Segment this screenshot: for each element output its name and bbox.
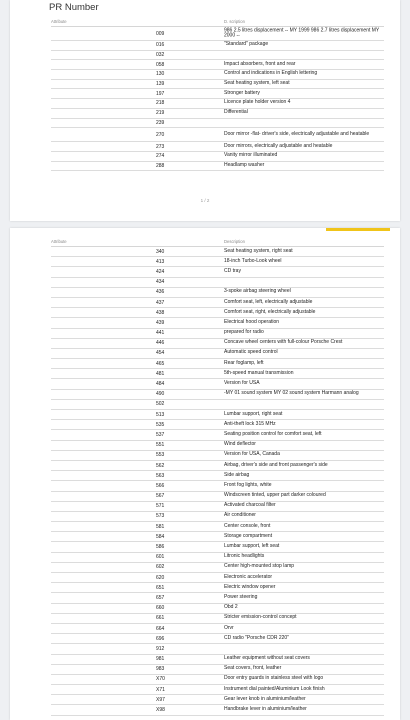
table-row <box>51 634 384 644</box>
pr-description: 18-inch Turbo-Look wheel <box>224 257 282 264</box>
pr-description: Seat heating system, right seat <box>224 247 293 254</box>
table-row <box>51 512 384 522</box>
pr-code: 912 <box>156 645 165 652</box>
pr-description: Differential <box>224 109 248 116</box>
pr-code: X70 <box>156 676 165 683</box>
table-row <box>51 655 384 665</box>
table-header <box>51 17 384 27</box>
pr-code: 981 <box>156 656 165 663</box>
pr-code: 340 <box>156 248 165 255</box>
pr-code: 239 <box>156 119 165 126</box>
table-row <box>51 563 384 573</box>
table-row <box>51 89 384 99</box>
document-page-1 <box>10 0 400 221</box>
pr-code: 446 <box>156 340 165 347</box>
pr-description: Electrical hood operation <box>224 319 280 326</box>
pr-code: 696 <box>156 635 165 642</box>
pr-description: 986 2.5 litres displacement -- MY 1999 986 2.7 litres displacement MY 2000 -- <box>224 26 380 39</box>
page-title: PR Number <box>49 2 99 13</box>
table-row <box>51 288 384 298</box>
description-column-header: D. scription <box>224 19 245 24</box>
table-row <box>51 142 384 152</box>
pr-description: Litronic headlights <box>224 553 265 560</box>
table-row <box>51 247 384 257</box>
pr-description: "Standard" package <box>224 41 269 48</box>
pr-description: Handbrake lever in aluminium/leather <box>224 706 307 713</box>
pr-code: 441 <box>156 330 165 337</box>
pr-code: 454 <box>156 350 165 357</box>
pr-description: Gear lever knob in aluminium/leather <box>224 696 306 703</box>
pr-description: Seat covers, front, leather <box>224 665 282 672</box>
table-row <box>51 298 384 308</box>
pr-description: Wind deflector <box>224 441 256 448</box>
table-row <box>51 390 384 400</box>
pr-description: Vanity mirror illuminated <box>224 152 278 159</box>
pr-description: Comfort seat, right, electrically adjustable <box>224 308 316 315</box>
pr-description: Air conditioner <box>224 512 256 519</box>
pr-description: Windscreen tinted, upper part darker coloured <box>224 492 326 499</box>
pr-description: Stronger battery <box>224 89 260 96</box>
accent-bar <box>326 228 390 231</box>
pr-code: 437 <box>156 299 165 306</box>
pr-description: Control and indications in English lettering <box>224 70 318 77</box>
table-row <box>51 430 384 440</box>
table-row <box>51 369 384 379</box>
pr-code: 058 <box>156 61 165 68</box>
pr-description: Concave wheel centers with full-colour Porsche Crest <box>224 339 343 346</box>
pr-code: 535 <box>156 421 165 428</box>
pr-code: 270 <box>156 131 165 138</box>
pr-description: Comfort seat, left, electrically adjustable <box>224 298 313 305</box>
table-row <box>51 119 384 129</box>
pr-description: Impact absorbers, front and rear <box>224 60 296 67</box>
pr-code: 197 <box>156 90 165 97</box>
table-row <box>51 461 384 471</box>
table-row <box>51 128 384 142</box>
pr-code: 130 <box>156 71 165 78</box>
pr-code: 601 <box>156 554 165 561</box>
pr-code: X97 <box>156 696 165 703</box>
description-column-header: Description <box>224 239 245 244</box>
table-row <box>51 339 384 349</box>
table-row <box>51 644 384 654</box>
table-row <box>51 80 384 90</box>
table-row <box>51 162 384 172</box>
pr-code: 218 <box>156 100 165 107</box>
pr-code: 032 <box>156 52 165 59</box>
table-row <box>51 604 384 614</box>
pr-description: Orvr <box>224 624 234 631</box>
pr-code: 571 <box>156 503 165 510</box>
pr-description: Center high-mounted stop lamp <box>224 563 295 570</box>
pr-code: 219 <box>156 110 165 117</box>
table-row <box>51 471 384 481</box>
pr-code: 664 <box>156 625 165 632</box>
pr-description: Stricter emission-control concept <box>224 614 297 621</box>
pr-description: Licence plate holder version 4 <box>224 99 291 106</box>
table-row <box>51 532 384 542</box>
pr-code: 484 <box>156 381 165 388</box>
table-row <box>51 152 384 162</box>
pr-code: 566 <box>156 482 165 489</box>
pr-code: 009 <box>156 30 165 37</box>
table-row <box>51 665 384 675</box>
table-row <box>51 410 384 420</box>
table-row <box>51 553 384 563</box>
pr-description: Lumbar support, right seat <box>224 410 283 417</box>
table-row <box>51 685 384 695</box>
table-row <box>51 308 384 318</box>
pr-description: Version for USA, Canada <box>224 451 280 458</box>
pr-code: 434 <box>156 279 165 286</box>
table-row <box>51 542 384 552</box>
pr-description: Center console, front <box>224 522 271 529</box>
pr-description: Seating position control for comfort seat, left <box>224 431 322 438</box>
pr-description: 3-spoke airbag steering wheel <box>224 288 291 295</box>
pr-description: Door entry guards in stainless steel with logo <box>224 675 324 682</box>
pr-description: Electronic accelerator <box>224 573 273 580</box>
table-row <box>51 420 384 430</box>
pr-code: 436 <box>156 289 165 296</box>
pr-code: 567 <box>156 493 165 500</box>
pr-description: Automatic speed control <box>224 349 278 356</box>
pr-description: Leather equipment without seat covers <box>224 655 310 662</box>
pr-code: 465 <box>156 360 165 367</box>
pr-code: 537 <box>156 431 165 438</box>
table-row <box>51 492 384 502</box>
table-row <box>51 257 384 267</box>
table-row <box>51 441 384 451</box>
table-row <box>51 502 384 512</box>
pr-code: 424 <box>156 268 165 275</box>
document-page-2 <box>10 228 400 720</box>
table-row <box>51 400 384 410</box>
table-row <box>51 267 384 277</box>
table-row <box>51 51 384 61</box>
page-number: 1 / 2 <box>200 198 210 203</box>
pr-code: 481 <box>156 370 165 377</box>
table-row <box>51 41 384 51</box>
table-row <box>51 573 384 583</box>
pr-code: 439 <box>156 319 165 326</box>
pr-code: 602 <box>156 564 165 571</box>
table-row <box>51 349 384 359</box>
pr-code: 563 <box>156 472 165 479</box>
pr-description: Airbag, driver's side and front passenger's side <box>224 461 328 468</box>
pr-description: prepared for radio <box>224 329 264 336</box>
pr-description: CD radio "Porsche CDR 220" <box>224 634 289 641</box>
attribute-column-header: Attribute <box>51 19 67 24</box>
pr-code: 139 <box>156 81 165 88</box>
table-row <box>51 481 384 491</box>
pr-description: Version for USA <box>224 380 260 387</box>
pr-code: 573 <box>156 513 165 520</box>
pr-code: 660 <box>156 605 165 612</box>
pr-description: Headlamp washer <box>224 162 265 169</box>
pr-code: 657 <box>156 594 165 601</box>
table-row <box>51 675 384 685</box>
pr-code: 661 <box>156 615 165 622</box>
table-row <box>51 695 384 705</box>
pr-code: 288 <box>156 162 165 169</box>
pr-description: Electric window opener <box>224 583 276 590</box>
pr-code: 553 <box>156 452 165 459</box>
pr-description: Side airbag <box>224 471 250 478</box>
pr-description: CD tray <box>224 268 241 275</box>
pr-code: 490 <box>156 391 165 398</box>
table-row <box>51 593 384 603</box>
pr-description: Lumbar support, left seat <box>224 543 280 550</box>
table-row <box>51 359 384 369</box>
table-row <box>51 451 384 461</box>
table-row <box>51 614 384 624</box>
pr-code: X98 <box>156 707 165 714</box>
pr-table-page-1 <box>51 27 384 171</box>
pr-description: Storage compartment <box>224 533 273 540</box>
pr-code: 513 <box>156 411 165 418</box>
pr-description: Front fog lights, white <box>224 482 272 489</box>
table-header <box>51 237 384 247</box>
pr-description: Activated charcoal filter <box>224 502 276 509</box>
pr-code: 273 <box>156 143 165 150</box>
pr-description: Door mirrors, electrically adjustable and heatable <box>224 142 333 149</box>
pr-table-page-2 <box>51 247 384 716</box>
pr-description: Anti-theft lock 315 MHz <box>224 420 276 427</box>
pr-code: 551 <box>156 442 165 449</box>
pr-code: 983 <box>156 666 165 673</box>
table-row <box>51 624 384 634</box>
table-row <box>51 583 384 593</box>
pr-code: 562 <box>156 462 165 469</box>
pr-code: 274 <box>156 153 165 160</box>
pr-code: 584 <box>156 533 165 540</box>
pr-code: 016 <box>156 42 165 49</box>
pr-description: Instrument dial painted/Aluminium Look finish <box>224 685 325 692</box>
pr-description: Obd 2 <box>224 604 238 611</box>
table-row <box>51 70 384 80</box>
pr-code: X71 <box>156 686 165 693</box>
table-row <box>51 318 384 328</box>
pr-description: -MY 01 sound system MY 02 sound system Harmann analog <box>224 390 359 397</box>
table-row <box>51 522 384 532</box>
table-row <box>51 99 384 109</box>
pr-code: 502 <box>156 401 165 408</box>
pr-code: 438 <box>156 309 165 316</box>
table-row <box>51 60 384 70</box>
table-row <box>51 109 384 119</box>
pr-description: Door mirror -flat- driver's side, electrically adjustable and heatable <box>224 130 370 137</box>
pr-code: 620 <box>156 574 165 581</box>
pr-description: 5th-speed manual transmission <box>224 370 294 377</box>
table-row <box>51 379 384 389</box>
pr-description: Power steering <box>224 594 258 601</box>
table-row <box>51 27 384 41</box>
pr-description: Seat heating system, left seat <box>224 80 290 87</box>
attribute-column-header: Attribute <box>51 239 67 244</box>
pr-code: 586 <box>156 544 165 551</box>
pr-code: 581 <box>156 523 165 530</box>
table-row <box>51 278 384 288</box>
pr-code: 413 <box>156 258 165 265</box>
pr-code: 651 <box>156 584 165 591</box>
table-row <box>51 705 384 715</box>
table-row <box>51 329 384 339</box>
pr-description: Rear foglamp, left <box>224 359 264 366</box>
